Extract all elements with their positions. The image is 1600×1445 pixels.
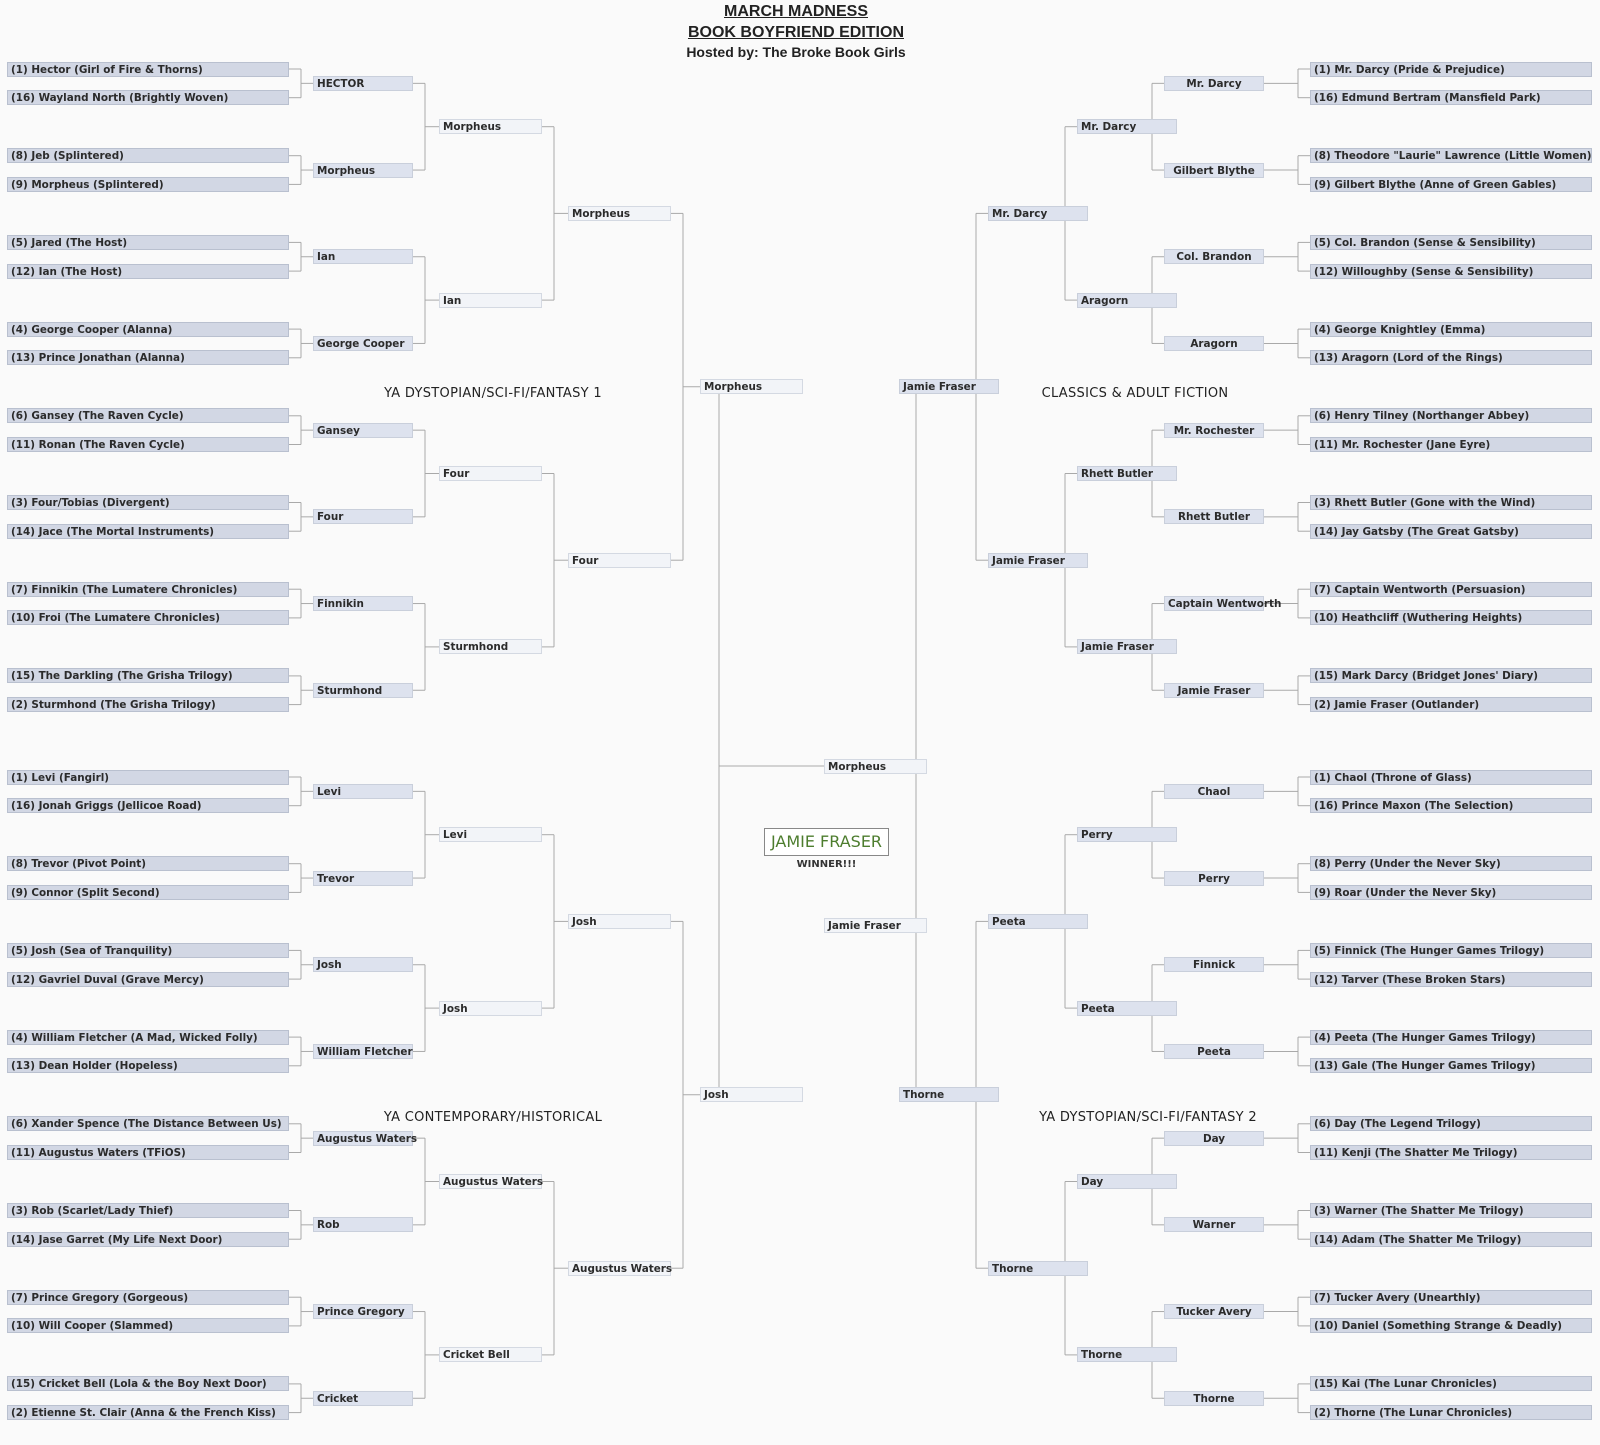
right-round1-entry: (3) Rhett Butler (Gone with the Wind)	[1310, 495, 1592, 510]
right-round2-entry: Captain Wentworth	[1164, 596, 1264, 611]
left-round1-entry: (10) Will Cooper (Slammed)	[7, 1318, 289, 1333]
left-round2-entry: Morpheus	[313, 163, 413, 178]
left-round2-entry: Four	[313, 509, 413, 524]
left-round1-entry: (6) Gansey (The Raven Cycle)	[7, 408, 289, 423]
left-round3-entry: Sturmhond	[439, 639, 542, 654]
left-round2-entry: Sturmhond	[313, 683, 413, 698]
left-round1-entry: (4) George Cooper (Alanna)	[7, 322, 289, 337]
right-round2-entry: Rhett Butler	[1164, 509, 1264, 524]
left-round1-entry: (7) Finnikin (The Lumatere Chronicles)	[7, 582, 289, 597]
region-label-bottom-right: YA DYSTOPIAN/SCI-FI/FANTASY 2	[1039, 1110, 1257, 1125]
left-round1-entry: (5) Josh (Sea of Tranquility)	[7, 943, 289, 958]
left-round3-entry: Josh	[439, 1001, 542, 1016]
left-round1-entry: (11) Ronan (The Raven Cycle)	[7, 437, 289, 452]
right-round4-entry: Jamie Fraser	[988, 553, 1088, 568]
right-round2-entry: Col. Brandon	[1164, 249, 1264, 264]
left-round1-entry: (13) Prince Jonathan (Alanna)	[7, 350, 289, 365]
right-round2-entry: Gilbert Blythe	[1164, 163, 1264, 178]
left-round2-entry: Augustus Waters	[313, 1131, 413, 1146]
winner-label: WINNER!!!	[796, 859, 857, 870]
right-round1-entry: (5) Finnick (The Hunger Games Trilogy)	[1310, 943, 1592, 958]
left-round1-entry: (4) William Fletcher (A Mad, Wicked Folly)	[7, 1030, 289, 1045]
left-round1-entry: (2) Etienne St. Clair (Anna & the French Kiss)	[7, 1405, 289, 1420]
right-round1-entry: (2) Thorne (The Lunar Chronicles)	[1310, 1405, 1592, 1420]
left-round4-entry: Morpheus	[568, 206, 671, 221]
right-round2-entry: Finnick	[1164, 957, 1264, 972]
right-round3-entry: Jamie Fraser	[1077, 639, 1177, 654]
right-round1-entry: (5) Col. Brandon (Sense & Sensibility)	[1310, 235, 1592, 250]
right-round1-entry: (6) Henry Tilney (Northanger Abbey)	[1310, 408, 1592, 423]
champion-box: JAMIE FRASER	[764, 828, 889, 856]
left-round3-entry: Cricket Bell	[439, 1347, 542, 1362]
right-round3-entry: Peeta	[1077, 1001, 1177, 1016]
left-round1-entry: (13) Dean Holder (Hopeless)	[7, 1058, 289, 1073]
right-round1-entry: (12) Willoughby (Sense & Sensibility)	[1310, 264, 1592, 279]
right-round2-entry: Perry	[1164, 871, 1264, 886]
right-round3-entry: Mr. Darcy	[1077, 119, 1177, 134]
left-round2-entry: William Fletcher	[313, 1044, 413, 1059]
left-round1-entry: (9) Connor (Split Second)	[7, 885, 289, 900]
right-round1-entry: (4) George Knightley (Emma)	[1310, 322, 1592, 337]
left-round3-entry: Levi	[439, 827, 542, 842]
left-round2-entry: Trevor	[313, 871, 413, 886]
right-round1-entry: (11) Mr. Rochester (Jane Eyre)	[1310, 437, 1592, 452]
right-round1-entry: (16) Prince Maxon (The Selection)	[1310, 798, 1592, 813]
left-round1-entry: (15) Cricket Bell (Lola & the Boy Next Door)	[7, 1376, 289, 1391]
right-round1-entry: (3) Warner (The Shatter Me Trilogy)	[1310, 1203, 1592, 1218]
right-round1-entry: (2) Jamie Fraser (Outlander)	[1310, 697, 1592, 712]
left-round1-entry: (8) Jeb (Splintered)	[7, 148, 289, 163]
right-round5-entry: Jamie Fraser	[899, 379, 999, 394]
right-round4-entry: Peeta	[988, 914, 1088, 929]
right-round1-entry: (1) Mr. Darcy (Pride & Prejudice)	[1310, 62, 1592, 77]
right-round1-entry: (10) Daniel (Something Strange & Deadly)	[1310, 1318, 1592, 1333]
left-round2-entry: Josh	[313, 957, 413, 972]
left-round1-entry: (8) Trevor (Pivot Point)	[7, 856, 289, 871]
left-round1-entry: (2) Sturmhond (The Grisha Trilogy)	[7, 697, 289, 712]
left-round4-entry: Josh	[568, 914, 671, 929]
left-round1-entry: (6) Xander Spence (The Distance Between Us)	[7, 1116, 289, 1131]
right-round2-entry: Chaol	[1164, 784, 1264, 799]
final-left-entry: Morpheus	[824, 759, 927, 774]
region-label-top-left: YA DYSTOPIAN/SCI-FI/FANTASY 1	[384, 386, 602, 401]
right-round1-entry: (16) Edmund Bertram (Mansfield Park)	[1310, 90, 1592, 105]
left-round1-entry: (12) Ian (The Host)	[7, 264, 289, 279]
left-round4-entry: Four	[568, 553, 671, 568]
right-round2-entry: Mr. Darcy	[1164, 76, 1264, 91]
left-round2-entry: Levi	[313, 784, 413, 799]
right-round3-entry: Perry	[1077, 827, 1177, 842]
left-round1-entry: (16) Wayland North (Brightly Woven)	[7, 90, 289, 105]
right-round1-entry: (10) Heathcliff (Wuthering Heights)	[1310, 610, 1592, 625]
right-round1-entry: (15) Mark Darcy (Bridget Jones' Diary)	[1310, 668, 1592, 683]
left-round1-entry: (5) Jared (The Host)	[7, 235, 289, 250]
right-round1-entry: (8) Theodore "Laurie" Lawrence (Little Women)	[1310, 148, 1592, 163]
right-round2-entry: Warner	[1164, 1217, 1264, 1232]
right-round4-entry: Thorne	[988, 1261, 1088, 1276]
left-round2-entry: George Cooper	[313, 336, 413, 351]
left-round2-entry: Ian	[313, 249, 413, 264]
right-round1-entry: (12) Tarver (These Broken Stars)	[1310, 972, 1592, 987]
left-round3-entry: Morpheus	[439, 119, 542, 134]
left-round2-entry: Finnikin	[313, 596, 413, 611]
right-round2-entry: Mr. Rochester	[1164, 423, 1264, 438]
left-round1-entry: (14) Jase Garret (My Life Next Door)	[7, 1232, 289, 1247]
right-round1-entry: (11) Kenji (The Shatter Me Trilogy)	[1310, 1145, 1592, 1160]
region-label-bottom-left: YA CONTEMPORARY/HISTORICAL	[383, 1110, 603, 1125]
right-round4-entry: Mr. Darcy	[988, 206, 1088, 221]
right-round1-entry: (4) Peeta (The Hunger Games Trilogy)	[1310, 1030, 1592, 1045]
left-round2-entry: Gansey	[313, 423, 413, 438]
right-round1-entry: (1) Chaol (Throne of Glass)	[1310, 770, 1592, 785]
left-round1-entry: (1) Levi (Fangirl)	[7, 770, 289, 785]
title-line-2: BOOK BOYFRIEND EDITION	[687, 24, 904, 41]
left-round1-entry: (1) Hector (Girl of Fire & Thorns)	[7, 62, 289, 77]
right-round2-entry: Thorne	[1164, 1391, 1264, 1406]
right-round1-entry: (6) Day (The Legend Trilogy)	[1310, 1116, 1592, 1131]
right-round3-entry: Rhett Butler	[1077, 466, 1177, 481]
left-round5-entry: Josh	[700, 1087, 803, 1102]
right-round1-entry: (8) Perry (Under the Never Sky)	[1310, 856, 1592, 871]
left-round1-entry: (3) Four/Tobias (Divergent)	[7, 495, 289, 510]
left-round5-entry: Morpheus	[700, 379, 803, 394]
right-round1-entry: (14) Adam (The Shatter Me Trilogy)	[1310, 1232, 1592, 1247]
left-round1-entry: (11) Augustus Waters (TFiOS)	[7, 1145, 289, 1160]
left-round1-entry: (3) Rob (Scarlet/Lady Thief)	[7, 1203, 289, 1218]
left-round3-entry: Four	[439, 466, 542, 481]
left-round2-entry: Cricket	[313, 1391, 413, 1406]
right-round1-entry: (7) Captain Wentworth (Persuasion)	[1310, 582, 1592, 597]
right-round1-entry: (15) Kai (The Lunar Chronicles)	[1310, 1376, 1592, 1391]
title-line-1: MARCH MADNESS	[724, 3, 868, 20]
final-right-entry: Jamie Fraser	[824, 918, 927, 933]
right-round1-entry: (13) Gale (The Hunger Games Trilogy)	[1310, 1058, 1592, 1073]
right-round2-entry: Day	[1164, 1131, 1264, 1146]
right-round2-entry: Jamie Fraser	[1164, 683, 1264, 698]
left-round3-entry: Augustus Waters	[439, 1174, 542, 1189]
right-round2-entry: Peeta	[1164, 1044, 1264, 1059]
left-round3-entry: Ian	[439, 293, 542, 308]
right-round2-entry: Tucker Avery	[1164, 1304, 1264, 1319]
right-round2-entry: Aragorn	[1164, 336, 1264, 351]
right-round1-entry: (9) Gilbert Blythe (Anne of Green Gables)	[1310, 177, 1592, 192]
right-round1-entry: (14) Jay Gatsby (The Great Gatsby)	[1310, 524, 1592, 539]
region-label-top-right: CLASSICS & ADULT FICTION	[1041, 386, 1229, 401]
left-round1-entry: (7) Prince Gregory (Gorgeous)	[7, 1290, 289, 1305]
left-round1-entry: (9) Morpheus (Splintered)	[7, 177, 289, 192]
right-round1-entry: (7) Tucker Avery (Unearthly)	[1310, 1290, 1592, 1305]
left-round2-entry: Prince Gregory	[313, 1304, 413, 1319]
left-round1-entry: (10) Froi (The Lumatere Chronicles)	[7, 610, 289, 625]
left-round2-entry: Rob	[313, 1217, 413, 1232]
left-round1-entry: (14) Jace (The Mortal Instruments)	[7, 524, 289, 539]
left-round2-entry: HECTOR	[313, 76, 413, 91]
right-round5-entry: Thorne	[899, 1087, 999, 1102]
left-round1-entry: (12) Gavriel Duval (Grave Mercy)	[7, 972, 289, 987]
left-round4-entry: Augustus Waters	[568, 1261, 671, 1276]
right-round3-entry: Day	[1077, 1174, 1177, 1189]
left-round1-entry: (16) Jonah Griggs (Jellicoe Road)	[7, 798, 289, 813]
right-round1-entry: (9) Roar (Under the Never Sky)	[1310, 885, 1592, 900]
right-round3-entry: Aragorn	[1077, 293, 1177, 308]
right-round1-entry: (13) Aragorn (Lord of the Rings)	[1310, 350, 1592, 365]
left-round1-entry: (15) The Darkling (The Grisha Trilogy)	[7, 668, 289, 683]
right-round3-entry: Thorne	[1077, 1347, 1177, 1362]
hosted-by: Hosted by: The Broke Book Girls	[686, 44, 906, 60]
